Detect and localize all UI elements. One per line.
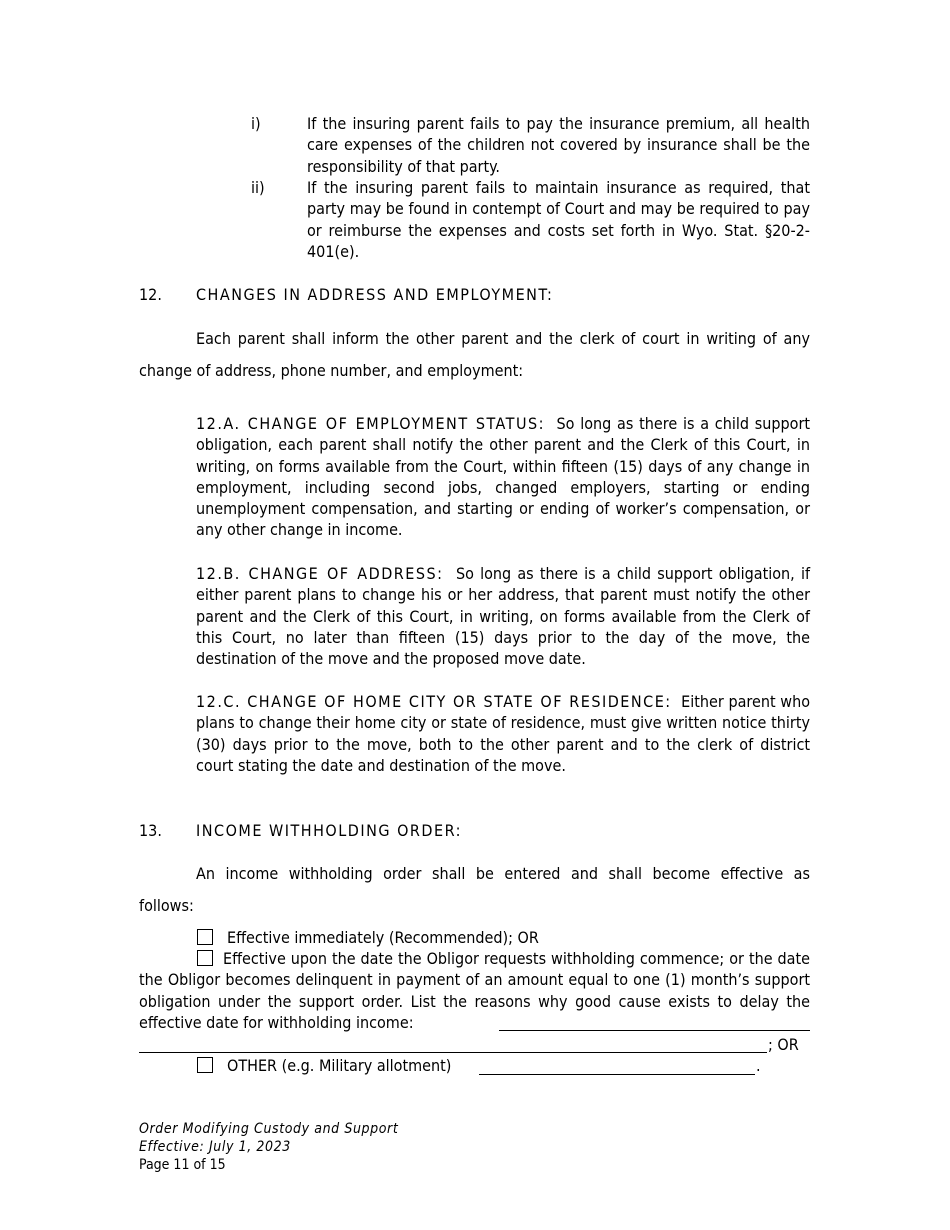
- other-checkbox[interactable]: [197, 1057, 213, 1073]
- option-tail: ; OR: [768, 1035, 799, 1054]
- subsection-text: So long as there is a child support obligation, if either parent plans to change his or her address, that parent must notify the other parent and the Clerk of this Court, in writing, on forms available from the Clerk of this Court, no later than fifteen (15) days prior to the day of the move, the destination of the move and the proposed move date.: [196, 564, 811, 669]
- footer-page-number: Page 11 of 15: [139, 1157, 226, 1173]
- option-label: Effective upon the date the Obligor requests withholding commence; or the date the Obligor becomes delinquent in payment of an amount equal to one (1) month’s support obligation under the support order. List the reasons why good cause exists to delay the effective date for withholding income:: [139, 949, 810, 1032]
- list-item-text: If the insuring parent fails to maintain insurance as required, that party may be found in contempt of Court and may be required to pay or reimburse the expenses and costs set forth in Wyo. Stat. §20-2-401(e).: [307, 178, 810, 261]
- option-label: Effective immediately (Recommended); OR: [227, 928, 539, 947]
- section-heading: INCOME WITHHOLDING ORDER:: [196, 821, 462, 840]
- immediate-checkbox[interactable]: [197, 929, 213, 945]
- option-tail: .: [756, 1056, 761, 1075]
- subsection-text: Either parent who plans to change their home city or state of residence, must give written notice thirty (30) days prior to the move, both to the other parent and to the clerk of district court stating the date and destination of the move.: [196, 692, 811, 775]
- subsection-label: 12.A. CHANGE OF EMPLOYMENT STATUS:: [196, 414, 545, 433]
- section-number: 12.: [139, 285, 162, 304]
- subsection-label: 12.C. CHANGE OF HOME CITY OR STATE OF RESIDENCE:: [196, 692, 672, 711]
- subsection-label: 12.B. CHANGE OF ADDRESS:: [196, 564, 444, 583]
- other-input-line[interactable]: [479, 1074, 755, 1075]
- list-marker: ii): [251, 178, 265, 197]
- option-label: OTHER (e.g. Military allotment): [227, 1056, 452, 1075]
- footer-title: Order Modifying Custody and Support: [139, 1121, 399, 1137]
- subsection-12a: [196, 413, 810, 541]
- good-cause-line-1[interactable]: [499, 1030, 810, 1031]
- footer-effective: Effective: July 1, 2023: [139, 1139, 291, 1155]
- section-intro: Each parent shall inform the other parent and the clerk of court in writing of any change of address, phone number, and employment:: [139, 329, 810, 380]
- subsection-12b: [196, 563, 810, 669]
- good-cause-line-2[interactable]: [139, 1052, 767, 1053]
- section-number: 13.: [139, 821, 162, 840]
- list-marker: i): [251, 114, 261, 133]
- section-intro: An income withholding order shall be entered and shall become effective as follows:: [139, 864, 810, 915]
- subsection-12c: [196, 691, 810, 776]
- subsection-text: So long as there is a child support obligation, each parent shall notify the other parent and the Clerk of this Court, in writing, on forms available from the Court, within fifteen (15) days of any change in employment, including second jobs, changed employers, starting or ending unemployment compensation, and starting or ending of worker’s compensation, or any other change in income.: [196, 414, 811, 540]
- section-heading: CHANGES IN ADDRESS AND EMPLOYMENT:: [196, 285, 554, 304]
- list-item-text: If the insuring parent fails to pay the insurance premium, all health care expenses of the children not covered by insurance shall be the responsibility of that party.: [307, 114, 810, 176]
